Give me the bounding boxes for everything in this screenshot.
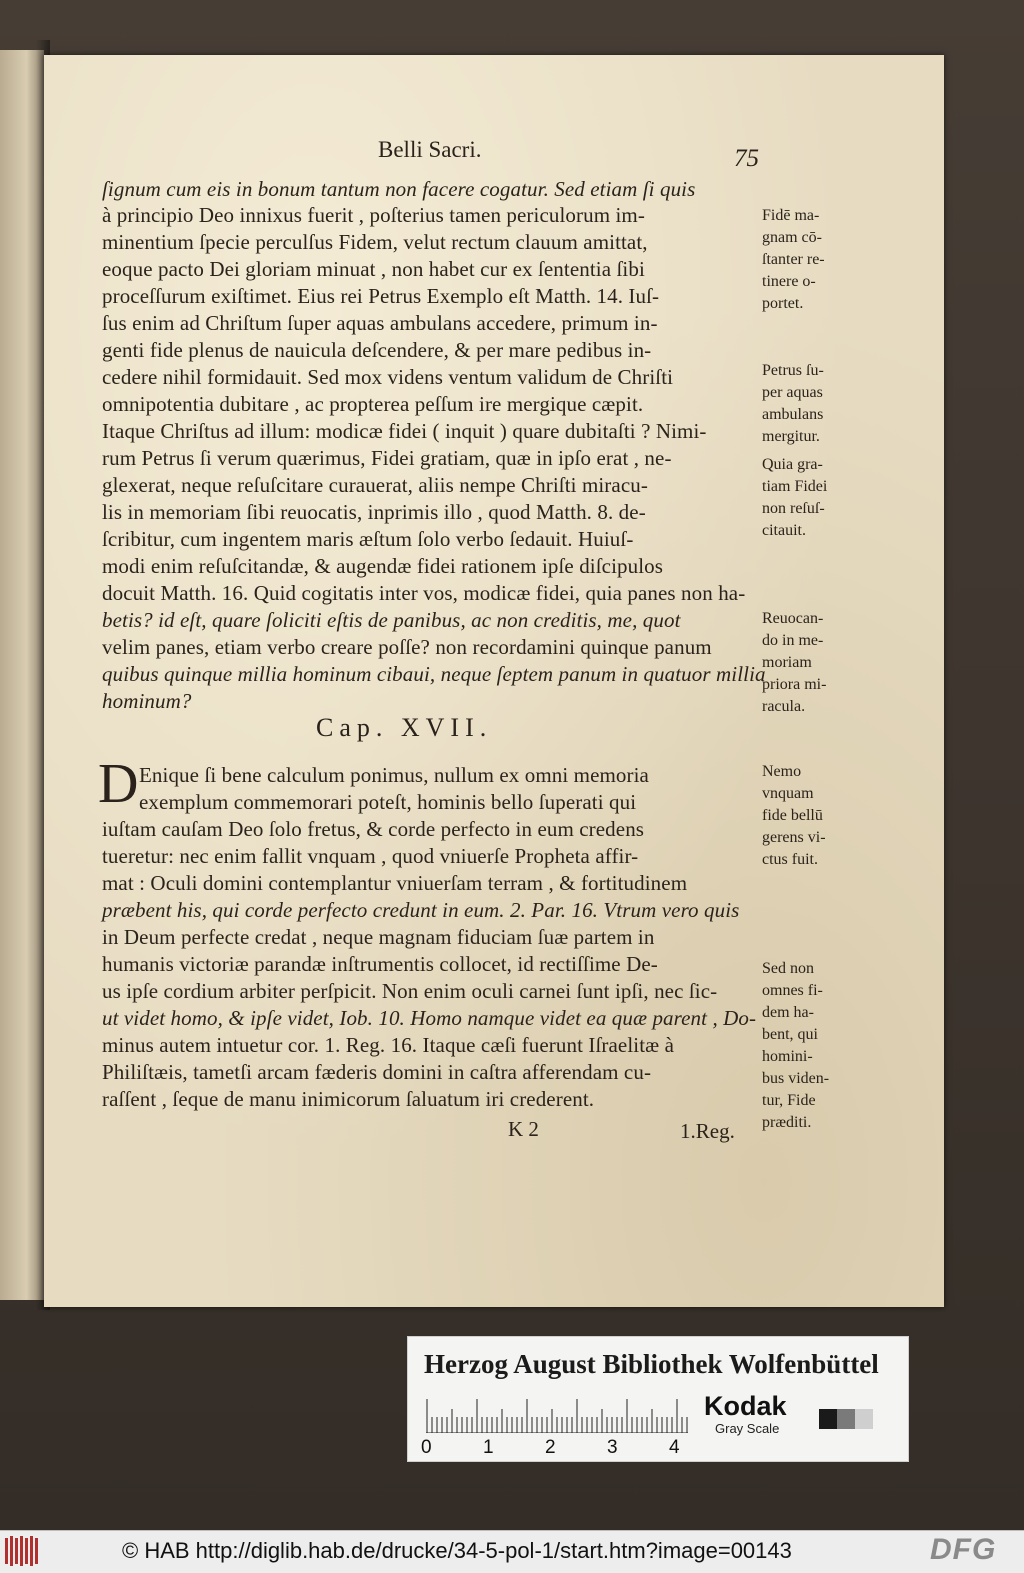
margin-note: Nemo: [762, 763, 802, 780]
ruler-number: 3: [607, 1437, 618, 1458]
body-line: quibus quinque millia hominum cibaui, neque ſeptem panum in quatuor millia: [102, 662, 766, 686]
chapter-heading: Cap. XVII.: [316, 713, 493, 742]
margin-note: mergitur.: [762, 428, 820, 445]
margin-note: priora mi-: [762, 676, 827, 693]
body-line: minentium ſpecie perculſus Fidem, velut rectum clauum amittat,: [102, 230, 648, 254]
body-line: præbent his, qui corde perfecto credunt in eum. 2. Par. 16. Vtrum vero quis: [102, 898, 740, 922]
margin-note: dem ha-: [762, 1004, 814, 1021]
margin-note: tur, Fide: [762, 1092, 816, 1109]
gray-swatch-light: [855, 1409, 873, 1429]
margin-note: portet.: [762, 295, 804, 312]
ruler-number: 2: [545, 1437, 556, 1458]
body-line: velim panes, etiam verbo creare poſſe? non recordamini quinque panum: [102, 635, 712, 659]
body-line: ut videt homo, & ipſe videt, Iob. 10. Homo namque videt ea quæ parent , Do-: [102, 1006, 757, 1030]
margin-note: Petrus ſu-: [762, 362, 824, 379]
margin-note: gnam cō-: [762, 229, 822, 246]
drop-cap: D: [98, 753, 139, 815]
margin-note: Quia gra-: [762, 456, 823, 473]
footer-credit: © HAB http://diglib.hab.de/drucke/34-5-pol-1/start.htm?image=00143: [122, 1538, 792, 1563]
body-line: minus autem intuetur cor. 1. Reg. 16. Itaque cæſi fuerunt Iſraelitæ à: [102, 1033, 675, 1057]
dfg-logo: DFG: [930, 1533, 997, 1566]
body-line: cedere nihil formidauit. Sed mox videns ventum validum de Chriſti: [102, 365, 674, 389]
body-line: à principio Deo innixus fuerit , poſterius tamen periculorum im-: [102, 203, 645, 227]
margin-note: ſtanter re-: [762, 251, 825, 268]
margin-note: tinere o-: [762, 273, 816, 290]
body-line: omnipotentia dubitare , ac propterea peſſum ire mergique cæpit.: [102, 392, 644, 416]
margin-note: bent, qui: [762, 1026, 818, 1043]
body-line: glexerat, neque reſuſcitare curauerat, aliis nempe Chriſti miracu-: [102, 473, 648, 497]
body-line: ſignum cum eis in bonum tantum non facere cogatur. Sed etiam ſi quis: [102, 177, 696, 201]
gray-scale-label: Gray Scale: [715, 1421, 780, 1436]
body-line: proceſſurum exiſtimet. Eius rei Petrus Exemplo eſt Matth. 14. Iuſ-: [102, 284, 660, 308]
library-stamp: [407, 1336, 909, 1462]
margin-note: bus viden-: [762, 1070, 830, 1087]
gray-swatch-mid: [837, 1409, 855, 1429]
body-line: tueretur: nec enim fallit vnquam , quod vniuerſe Propheta affir-: [102, 844, 639, 868]
signature-mark: K 2: [508, 1117, 539, 1141]
ruler-number: 0: [421, 1437, 432, 1458]
ruler-number: 1: [483, 1437, 494, 1458]
body-line: mat : Oculi domini contemplantur vniuerſam terram , & fortitudinem: [102, 871, 688, 895]
body-line: modi enim reſuſcitandæ, & augendæ fidei rationem ipſe diſcipulos: [102, 554, 664, 578]
margin-note: præditi.: [762, 1114, 812, 1131]
kodak-brand: Kodak: [704, 1391, 787, 1421]
margin-note: vnquam: [762, 785, 814, 802]
running-head: Belli Sacri.: [378, 137, 482, 162]
hab-logo-icon: [4, 1534, 42, 1568]
page-number: 75: [734, 145, 759, 172]
body-line: in Deum perfecte credat , neque magnam fiduciam ſuæ partem in: [102, 925, 655, 949]
body-line: docuit Matth. 16. Quid cogitatis inter vos, modicæ fidei, quia panes non ha-: [102, 581, 746, 605]
body-line: Enique ſi bene calculum ponimus, nullum ex omni memoria: [139, 763, 649, 787]
margin-note: Reuocan-: [762, 610, 824, 627]
margin-note: per aquas: [762, 384, 823, 401]
body-line: hominum?: [102, 689, 192, 713]
margin-note: Fidē ma-: [762, 207, 820, 224]
body-line: ſcribitur, cum ingentem maris æſtum ſolo verbo ſedauit. Huiuſ-: [102, 527, 634, 551]
margin-note: omnes fi-: [762, 982, 823, 999]
margin-note: moriam: [762, 654, 812, 671]
body-line: rum Petrus ſi verum quærimus, Fidei gratiam, quæ in ipſo erat , ne-: [102, 446, 672, 470]
body-line: lis in memoriam ſibi reuocatis, inprimis illo , quod Matth. 8. de-: [102, 500, 646, 524]
margin-note: homini-: [762, 1048, 813, 1065]
body-line: ſus enim ad Chriſtum ſuper aquas ambulans accedere, primum in-: [102, 311, 658, 335]
body-line: raſſent , ſeque de manu inimicorum ſaluatum iri crederent.: [102, 1087, 595, 1111]
margin-note: gerens vi-: [762, 829, 826, 846]
body-line: eoque pacto Dei gloriam minuat , non habet cur ex ſententia ſibi: [102, 257, 645, 281]
margin-note: racula.: [762, 698, 806, 715]
body-line: us ipſe cordium arbiter perſpicit. Non enim oculi carnei ſunt ipſi, nec ſic-: [102, 979, 718, 1003]
body-line: exemplum commemorari poteſt, hominis bello ſuperati qui: [139, 790, 637, 814]
margin-note: non reſuſ-: [762, 500, 825, 517]
body-line: Philiſtæis, tametſi arcam fæderis domini in caſtra afferendam cu-: [102, 1060, 652, 1084]
margin-note: Sed non: [762, 960, 814, 977]
scale-ruler: [426, 1397, 688, 1433]
margin-note: ctus fuit.: [762, 851, 818, 868]
body-line: iuſtam cauſam Deo ſolo fretus, & corde perfecto in eum credens: [102, 817, 645, 841]
margin-note: ambulans: [762, 406, 824, 423]
margin-note: do in me-: [762, 632, 824, 649]
margin-note: tiam Fidei: [762, 478, 828, 495]
margin-note: fide bellū: [762, 807, 823, 824]
library-name: Herzog August Bibliothek Wolfenbüttel: [424, 1349, 879, 1379]
body-line: betis? id eſt, quare ſoliciti eſtis de panibus, ac non creditis, me, quot: [102, 608, 681, 632]
catchword: 1.Reg.: [680, 1119, 735, 1143]
gray-swatch-dark: [819, 1409, 837, 1429]
body-line: genti fide plenus de nauicula deſcendere, & per mare pedibus in-: [102, 338, 652, 362]
body-line: humanis victoriæ parandæ inſtrumentis collocet, id rectiſſime De-: [102, 952, 658, 976]
body-line: Itaque Chriſtus ad illum: modicæ fidei ( inquit ) quare dubitaſti ? Nimi-: [102, 419, 707, 443]
ruler-number: 4: [669, 1437, 680, 1458]
margin-note: citauit.: [762, 522, 806, 539]
